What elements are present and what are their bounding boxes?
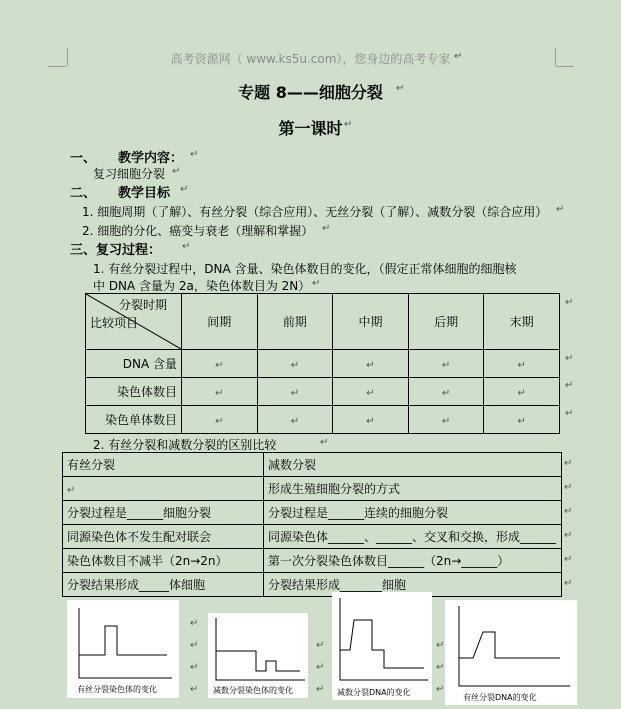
table-cell [257, 406, 333, 434]
paragraph-mark: ↵ [320, 437, 329, 448]
paragraph-mark: ↵ [366, 387, 375, 399]
table-cell [333, 378, 409, 406]
paragraph-mark: ↵ [190, 662, 199, 673]
paragraph-mark: ↵ [454, 51, 463, 62]
paragraph-mark: ↵ [564, 530, 573, 541]
table-cell [257, 350, 333, 378]
paragraph-mark: ↵ [322, 223, 331, 234]
table-cell [484, 406, 560, 434]
chart-caption: 减数分裂DNA的变化 [337, 688, 411, 697]
paragraph-mark: ↵ [441, 415, 451, 427]
paragraph-mark: ↵ [564, 458, 573, 469]
table-cell [257, 378, 333, 406]
paragraph-mark: ↵ [565, 353, 574, 364]
paragraph-mark: ↵ [565, 408, 574, 419]
row-label: 染色体数目 [86, 378, 182, 406]
section3-title: 三、复习过程： [70, 243, 162, 258]
paragraph-mark: ↵ [316, 662, 325, 673]
chart-caption: 有丝分裂染色体的变化 [77, 685, 157, 694]
row-label: DNA 含量 [86, 350, 182, 378]
table-row [86, 378, 560, 406]
chart-caption: 有丝分裂DNA的变化 [463, 693, 537, 702]
paragraph-mark: ↵ [290, 387, 300, 399]
paragraph-mark: ↵ [441, 387, 451, 399]
table-row [86, 350, 560, 378]
paragraph-mark: ↵ [436, 640, 445, 651]
doc-subtitle: 第一课时 [278, 119, 343, 138]
table-cell [408, 406, 484, 434]
table-cell: 形成生殖细胞分裂的方式 [264, 477, 562, 501]
paragraph-mark: ↵ [517, 387, 526, 399]
paragraph-mark: ↵ [344, 119, 353, 130]
section1-body: 复习细胞分裂 [93, 167, 166, 181]
paragraph-mark: ↵ [366, 415, 375, 427]
paragraph-mark: ↵ [366, 359, 375, 371]
table-cell: 分裂结果形成_______细胞 [264, 573, 562, 597]
meiosis-dna-chart [332, 592, 432, 700]
paragraph-mark: ↵ [556, 204, 565, 215]
paragraph-mark: ↵ [316, 640, 325, 651]
paragraph-mark: ↵ [316, 684, 325, 695]
table-cell [182, 406, 258, 434]
table-row [63, 477, 562, 501]
paragraph-mark: ↵ [564, 482, 573, 493]
phase-header: 后期 [408, 294, 484, 350]
paragraph-mark: ↵ [190, 618, 199, 629]
paragraph-mark: ↵ [67, 484, 76, 496]
paragraph-mark: ↵ [517, 359, 526, 371]
mitosis-dna-chart [445, 600, 577, 705]
paragraph-mark: ↵ [441, 359, 451, 371]
section3-paragraph: 1. 有丝分裂过程中，DNA 含量、染色体数目的变化，（假定正常体细胞的细胞核 [93, 262, 517, 276]
table-cell [182, 378, 258, 406]
table-cell [333, 406, 409, 434]
table-row [86, 406, 560, 434]
section2-number: 二、 [70, 186, 97, 201]
paragraph-mark: ↵ [215, 415, 224, 427]
paragraph-mark: ↵ [564, 578, 573, 589]
phase-header: 末期 [484, 294, 560, 350]
paragraph-mark: ↵ [190, 684, 199, 695]
section2-item: 2. 细胞的分化、癌变与衰老（理解和掌握） [82, 224, 314, 238]
table-cell [408, 350, 484, 378]
table-cell: 分裂过程是______细胞分裂 [63, 501, 264, 525]
section2-item: 1. 细胞周期（了解）、有丝分裂（综合应用）、无丝分裂（了解）、减数分裂（综合应用） [82, 205, 548, 219]
corner-top-label: 分裂时期 [118, 298, 167, 312]
table-cell [333, 350, 409, 378]
table-row [63, 573, 562, 597]
table-cell [182, 350, 258, 378]
paragraph-mark: ↵ [190, 640, 199, 651]
section3-paragraph: 2. 有丝分裂和减数分裂的区别比较 [93, 438, 277, 452]
table-row [86, 294, 560, 350]
paragraph-mark: ↵ [564, 506, 573, 517]
paragraph-mark: ↵ [312, 278, 321, 289]
section2-title: 教学目标 [118, 186, 171, 201]
paragraph-mark: ↵ [290, 415, 300, 427]
paragraph-mark: ↵ [564, 554, 573, 565]
phase-header: 前期 [257, 294, 333, 350]
section3-paragraph: 中 DNA 含量为 2a，染色体数目为 2N） [93, 279, 311, 293]
table-cell: 同源染色体______、______、交叉和交换，形成______ [264, 525, 562, 549]
section1-number: 一、 [70, 151, 97, 166]
chart-graphic [445, 600, 577, 705]
paragraph-mark: ↵ [436, 684, 445, 695]
table-cell [408, 378, 484, 406]
table-cell: 分裂结果形成_____体细胞 [63, 573, 264, 597]
paragraph-mark: ↵ [565, 380, 574, 391]
chart-graphic [332, 592, 432, 700]
mitosis-chromosome-chart [67, 600, 179, 698]
table-row [63, 501, 562, 525]
paragraph-mark: ↵ [290, 359, 300, 371]
row-label: 染色单体数目 [86, 406, 182, 434]
paragraph-mark: ↵ [182, 241, 191, 252]
dna-chromosome-table [85, 293, 560, 434]
paragraph-mark: ↵ [190, 149, 199, 160]
paragraph-mark: ↵ [215, 359, 224, 371]
mitosis-meiosis-comparison-table [62, 452, 562, 597]
paragraph-mark: ↵ [436, 662, 445, 673]
table-cell: 有丝分裂 [63, 453, 264, 477]
table-cell: 同源染色体不发生配对联会 [63, 525, 264, 549]
meiosis-chromosome-chart [208, 613, 308, 698]
phase-header: 间期 [182, 294, 258, 350]
table-cell [63, 477, 264, 501]
paragraph-mark: ↵ [517, 415, 526, 427]
paragraph-mark: ↵ [565, 297, 574, 308]
table-cell: 分裂过程是______连续的细胞分裂 [264, 501, 562, 525]
table-cell [484, 350, 560, 378]
page-header: 高考资源网（ www.ks5u.com），您身边的高考专家 [170, 52, 451, 66]
paragraph-mark: ↵ [180, 184, 189, 195]
table-cell: 第一次分裂染色体数目______（2n→______） [264, 549, 562, 573]
table-row [63, 453, 562, 477]
table-corner-cell [86, 294, 182, 350]
table-cell: 减数分裂 [264, 453, 562, 477]
section1-title: 教学内容： [118, 151, 184, 166]
table-row [63, 549, 562, 573]
table-row [63, 525, 562, 549]
table-cell [484, 378, 560, 406]
doc-title: 专题 8——细胞分裂 [238, 83, 383, 102]
paragraph-mark: ↵ [172, 166, 181, 177]
paragraph-mark: ↵ [215, 387, 224, 399]
corner-bottom-label: 比较项目 [90, 316, 139, 330]
table-cell: 染色体数目不减半（2n→2n） [63, 549, 264, 573]
chart-caption: 减数分裂染色体的变化 [213, 686, 293, 695]
paragraph-mark: ↵ [396, 83, 405, 94]
phase-header: 中期 [333, 294, 409, 350]
